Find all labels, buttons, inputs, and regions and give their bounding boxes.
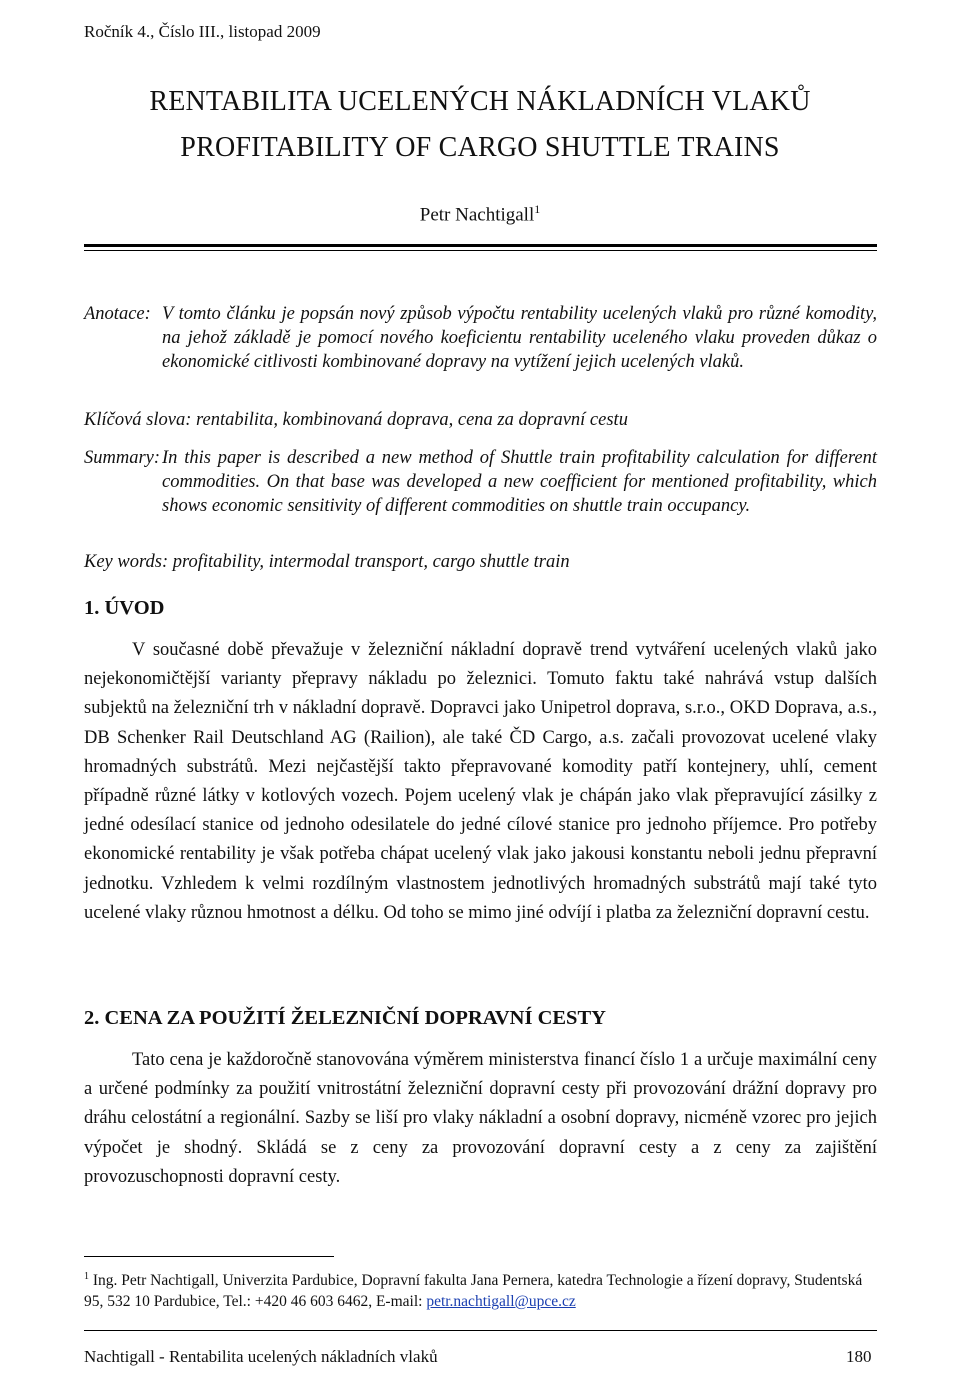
section-1-text: V současné době převažuje v železniční nákladní dopravě trend vytváření ucelených vlaků jako nejekonomičtější varianty přepravy nákladu po železnici. Tomuto faktu také nahrává vstup dalších subjektů na železniční trh v nákladní dopravě. Dopravci jako Unipetrol doprava, s.r.o., OKD Doprava, a.s., DB Schenker Rail Deutschland AG (Railion), ale také ČD Cargo, a.s. začali provozovat ucelené vlaky hromadných substrátů. Mezi nejčastější takto přepravované komodity patří kontejnery, uhlí, cement případně různé látky v kotlových vozech. Pojem ucelený vlak je chápán jako vlak přepravující zásilky z jedné odesílací stanice od jednoho odesilatele do jedné cílové stanice pro jednoho příjemce. Pro potřeby ekonomické rentability je však potřeba chápat ucelený vlak jako jakousi konstantu neboli jednu přepravní jednotku. Vzhledem k velmi rozdílným vlastnostem jednotlivých hromadných substrátů mají také tyto ucelené vlaky různou hmotnost a délku. Od toho se mimo jiné odvíjí i platba za železniční dopravní cestu. <box>84 640 877 923</box>
abstract-text: V tomto článku je popsán nový způsob výpočtu rentability ucelených vlaků pro různé komodity, na jehož základě je pomocí nového koeficientu rentability uceleného vlaku proveden důkaz o ekonomické citlivosti kombinované dopravy na vytížení jejich ucelených vlaků. <box>162 304 877 372</box>
footer-rule <box>84 1330 877 1331</box>
footnote-email-link[interactable]: petr.nachtigall@upce.cz <box>426 1293 576 1311</box>
author-name: Petr Nachtigall <box>419 204 535 226</box>
author-footnote-mark: 1 <box>534 202 541 216</box>
section-2-heading: 2. CENA ZA POUŽITÍ ŽELEZNIČNÍ DOPRAVNÍ CESTY <box>84 1007 606 1029</box>
footnote-separator <box>84 1256 334 1257</box>
title-czech: RENTABILITA UCELENÝCH NÁKLADNÍCH VLAKŮ <box>149 86 811 117</box>
keywords-english: Key words: profitability, intermodal transport, cargo shuttle train <box>84 552 570 572</box>
abstract-label: Anotace: <box>84 304 151 324</box>
footnote-text: Ing. Petr Nachtigall, Univerzita Pardubice, Dopravní fakulta Jana Pernera, katedra Technologie a řízení dopravy, Studentská 95, 532 10 Pardubice, Tel.: +420 46 603 6462, E-mail: <box>84 1272 863 1311</box>
keywords-czech: Klíčová slova: rentabilita, kombinovaná doprava, cena za dopravní cestu <box>84 410 628 430</box>
section-2-text: Tato cena je každoročně stanovována výměrem ministerstva financí číslo 1 a určuje maximální ceny a určené podmínky za použití vnitrostátní železniční dopravní cesty při provozování drážní dopravy pro dráhu celostátní a regionální. Sazby se liší pro vlaky nákladní a osobní dopravy, nicméně vzorec pro jejich výpočet je shodný. Skládá se z ceny za provozování dopravní cesty a z ceny za zajištění provozuschopnosti dopravní cesty. <box>84 1050 877 1187</box>
footnote <box>84 1266 877 1312</box>
summary-label: Summary: <box>84 448 161 468</box>
title-double-rule-bottom <box>84 250 877 251</box>
title-english: PROFITABILITY OF CARGO SHUTTLE TRAINS <box>180 132 780 163</box>
section-1-heading: 1. ÚVOD <box>84 597 165 619</box>
author <box>0 202 960 226</box>
title-double-rule-top <box>84 244 877 247</box>
footer-running-title: Nachtigall - Rentabilita ucelených nákladních vlaků <box>84 1347 438 1366</box>
page-number: 180 <box>846 1347 872 1366</box>
issue-header: Ročník 4., Číslo III., listopad 2009 <box>84 22 321 41</box>
footnote-mark: 1 <box>84 1271 89 1282</box>
abstract <box>84 302 877 374</box>
summary <box>84 446 877 518</box>
summary-text: In this paper is described a new method of Shuttle train profitability calculation for different commodities. On that base was developed a new coefficient for mentioned profitability, which shows economic sensitivity of different commodities on shuttle train occupancy. <box>162 448 877 516</box>
